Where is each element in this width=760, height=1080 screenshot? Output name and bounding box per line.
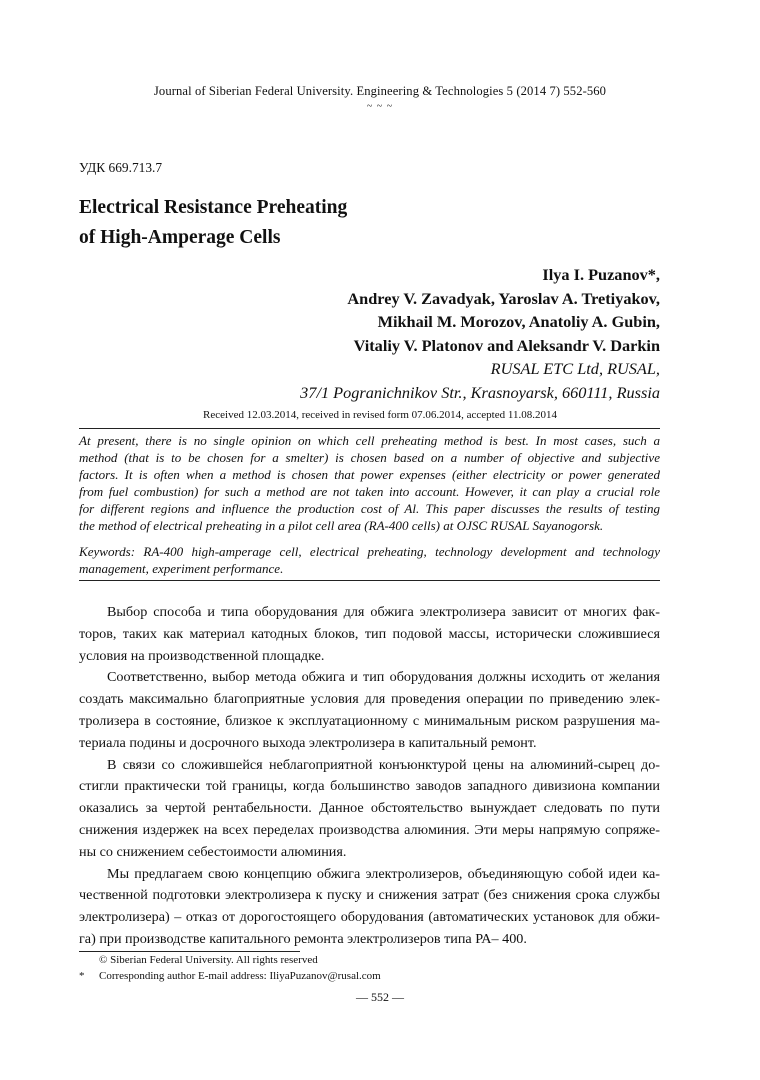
body-line: ны со снижением себестоимости алюминия.: [79, 843, 347, 860]
abstract-line: At present, there is no single opinion on which cell preheating method is best. In most cases, such a: [79, 433, 660, 448]
keywords: [79, 543, 660, 577]
body-line: га) при производстве капитального ремонта электролизеров типа РА– 400.: [79, 930, 527, 947]
abstract-line: for different regions and influence the production cost of Al. This paper discusses the results of testing: [79, 501, 660, 517]
keywords-line: management, experiment performance.: [79, 561, 284, 577]
footnote-copyright: [79, 953, 660, 969]
abstract-line: method (that is to be chosen for a smelter) is chosen based on a number of objective and subjective: [79, 450, 660, 466]
body-line: оказались за чертой рентабельности. Данное обстоятельство вынуждает следовать по пути: [79, 800, 660, 817]
body-line: Мы предлагаем свою концепцию обжига электролизеров, объединяющую собой идеи ка-: [107, 865, 660, 882]
abstract-line: from fuel combustion) for such a method are not taken into account. However, it can play a crucial role: [79, 484, 660, 500]
footnote-rule: [79, 951, 300, 952]
body-line: торов, таких как материал катодных блоков, тип подовой массы, исторически сложившиеся: [79, 625, 660, 642]
author-line: Vitaliy V. Platonov and Aleksandr V. Darkin: [353, 335, 660, 355]
body-line: стигли практически той границы, когда большинство заводов западного дивизиона компании: [79, 778, 660, 795]
page-number: — 552 —: [356, 990, 404, 1004]
body-line: териала подины и досрочного выхода электролизера в капитальный ремонт.: [79, 734, 537, 751]
body-line: условия на производственной площадке.: [79, 647, 325, 664]
affiliation-line: 37/1 Pogranichnikov Str., Krasnoyarsk, 660111, Russia: [300, 382, 660, 402]
header-ornament: ~ ~ ~: [366, 101, 394, 112]
footnote-mark: *: [79, 969, 85, 982]
udk-code: УДК 669.713.7: [79, 160, 163, 175]
body-line: электролизера) – отказ от дорогостоящего оборудования (автоматических установок для обжи-: [79, 909, 660, 926]
paragraph-4: [79, 864, 660, 951]
paragraph-2: [79, 667, 660, 754]
body-text: [79, 602, 660, 951]
abstract-bottom-rule: [79, 580, 660, 581]
body-line: В связи со сложившейся неблагоприятной конъюнктурой цены на алюминий-сырец до-: [107, 756, 660, 773]
abstract-top-rule: [79, 428, 660, 429]
affiliation-line: RUSAL ETC Ltd, RUSAL,: [490, 359, 660, 378]
author-block: [100, 263, 660, 404]
title-line-1: Electrical Resistance Preheating: [79, 197, 348, 218]
body-line: Соответственно, выбор метода обжига и тип оборудования должны исходить от желания: [107, 669, 660, 686]
title-line-2: of High-Amperage Cells: [79, 227, 281, 248]
body-line: чественной подготовки электролизера к пуску и снижения затрат (без снижения срока службы: [79, 887, 660, 904]
body-line: создать максимально благоприятные условия для проведения операции по приведению элек-: [79, 691, 660, 708]
footnotes: [79, 953, 660, 984]
author-line: Ilya I. Puzanov*,: [542, 265, 660, 284]
body-line: снижения издержек на всех переделах производства алюминия. Эти меры напрямую сопряже-: [79, 821, 660, 838]
abstract-line: the method of electrical preheating in a pilot cell area (RA-400 cells) at OJSC RUSAL Sayanogorsk.: [79, 518, 604, 534]
journal-header: Journal of Siberian Federal University. Engineering & Technologies 5 (2014 7) 552-560: [153, 84, 607, 98]
body-line: Выбор способа и типа оборудования для обжига электролизера зависит от многих фак-: [107, 604, 660, 620]
keywords-line: Keywords: RA-400 high-amperage cell, electrical preheating, technology development and technology: [79, 544, 660, 559]
abstract: [79, 432, 660, 535]
author-line: Andrey V. Zavadyak, Yaroslav A. Tretiyakov,: [347, 288, 660, 308]
footnote-corresponding: [79, 969, 660, 985]
paragraph-3: [79, 755, 660, 864]
author-line: Mikhail M. Morozov, Anatoliy A. Gubin,: [377, 312, 660, 331]
body-line: тролизера в состояние, близкое к эксплуатационному с минимальным риском разрушения ма-: [79, 712, 660, 729]
footnote-text: © Siberian Federal University. All rights reserved: [99, 954, 318, 966]
article-title: [79, 193, 499, 253]
received-dates: Received 12.03.2014, received in revised form 07.06.2014, accepted 11.08.2014: [203, 409, 557, 421]
abstract-line: factors. It is often when a method is chosen that power expenses (either electricity or power generated: [79, 467, 660, 483]
footnote-text: Corresponding author E-mail address: IliyaPuzanov@rusal.com: [99, 969, 381, 982]
paragraph-1: [79, 602, 660, 667]
